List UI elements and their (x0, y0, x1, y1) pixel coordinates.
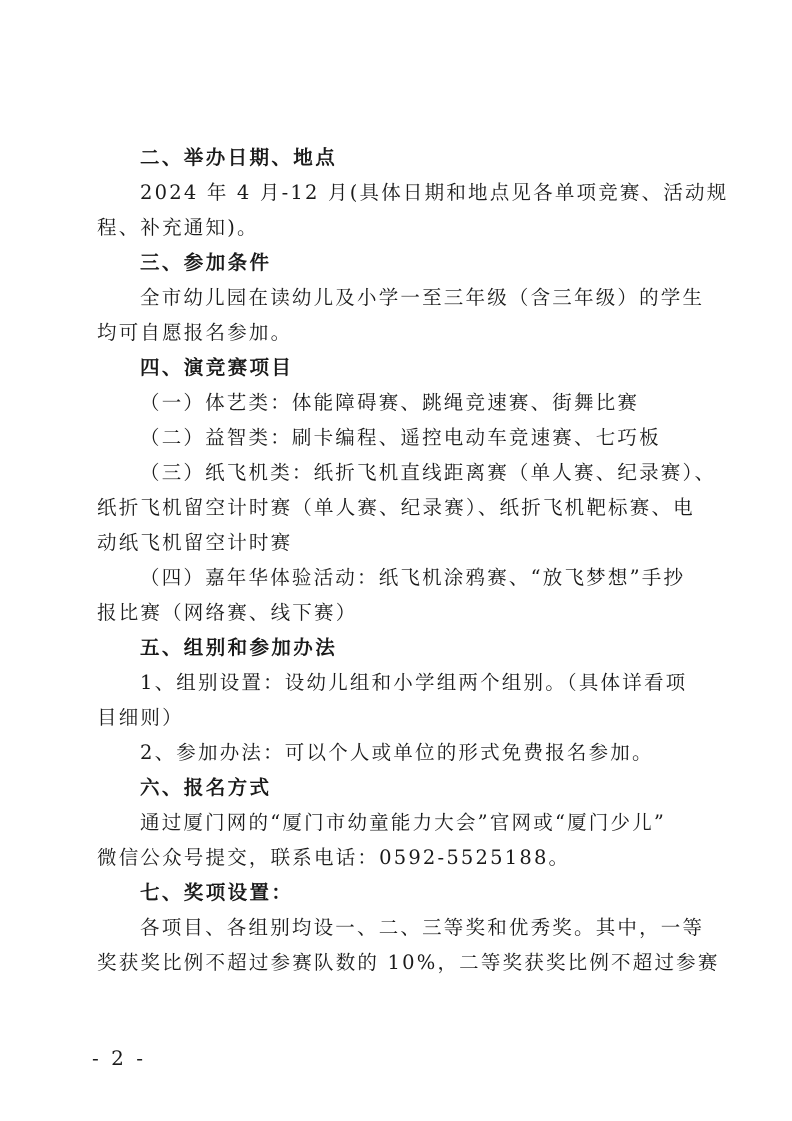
paragraph-line: 通过厦门网的“厦门市幼童能力大会”官网或“厦门少儿” (140, 811, 667, 834)
section-heading-eligibility: 三、参加条件 (140, 251, 272, 274)
paragraph-line: 报比赛（网络赛、线下赛） (97, 601, 358, 624)
paragraph-line: 微信公众号提交，联系电话：0592-5525188。 (97, 846, 571, 869)
paragraph-line: 动纸飞机留空计时赛 (97, 531, 293, 554)
page-number: - 2 - (92, 1046, 146, 1070)
paragraph-line: 2、参加办法：可以个人或单位的形式免费报名参加。 (140, 741, 654, 764)
paragraph-line: 各项目、各组别均设一、二、三等奖和优秀奖。其中，一等 (140, 916, 705, 939)
paragraph-line: 1、组别设置：设幼儿组和小学组两个组别。（具体详看项 (140, 671, 688, 694)
paragraph-line: 全市幼儿园在读幼儿及小学一至三年级（含三年级）的学生 (140, 286, 705, 309)
paragraph-line: （三）纸飞机类：纸折飞机直线距离赛（单人赛、纪录赛）、 (140, 461, 717, 484)
section-heading-date-location: 二、举办日期、地点 (140, 146, 338, 169)
paragraph-line: 2024 年 4 月-12 月(具体日期和地点见各单项竞赛、活动规 (140, 181, 729, 204)
paragraph-line: 程、补充通知)。 (97, 216, 259, 239)
section-heading-registration: 六、报名方式 (140, 776, 272, 799)
section-heading-groups: 五、组别和参加办法 (140, 636, 338, 659)
paragraph-line: 纸折飞机留空计时赛（单人赛、纪录赛）、纸折飞机靶标赛、电 (97, 496, 695, 519)
paragraph-line: （一）体艺类：体能障碍赛、跳绳竞速赛、街舞比赛 (140, 391, 640, 414)
paragraph-line: 目细则） (97, 706, 184, 729)
section-heading-events: 四、演竞赛项目 (140, 356, 294, 379)
paragraph-line: 奖获奖比例不超过参赛队数的 10%，二等奖获奖比例不超过参赛 (97, 951, 720, 974)
section-heading-awards: 七、奖项设置： (140, 881, 294, 904)
paragraph-line: （二）益智类：刷卡编程、遥控电动车竞速赛、七巧板 (140, 426, 661, 449)
paragraph-line: 均可自愿报名参加。 (97, 321, 293, 344)
paragraph-line: （四）嘉年华体验活动：纸飞机涂鸦赛、“放飞梦想”手抄 (140, 566, 686, 589)
